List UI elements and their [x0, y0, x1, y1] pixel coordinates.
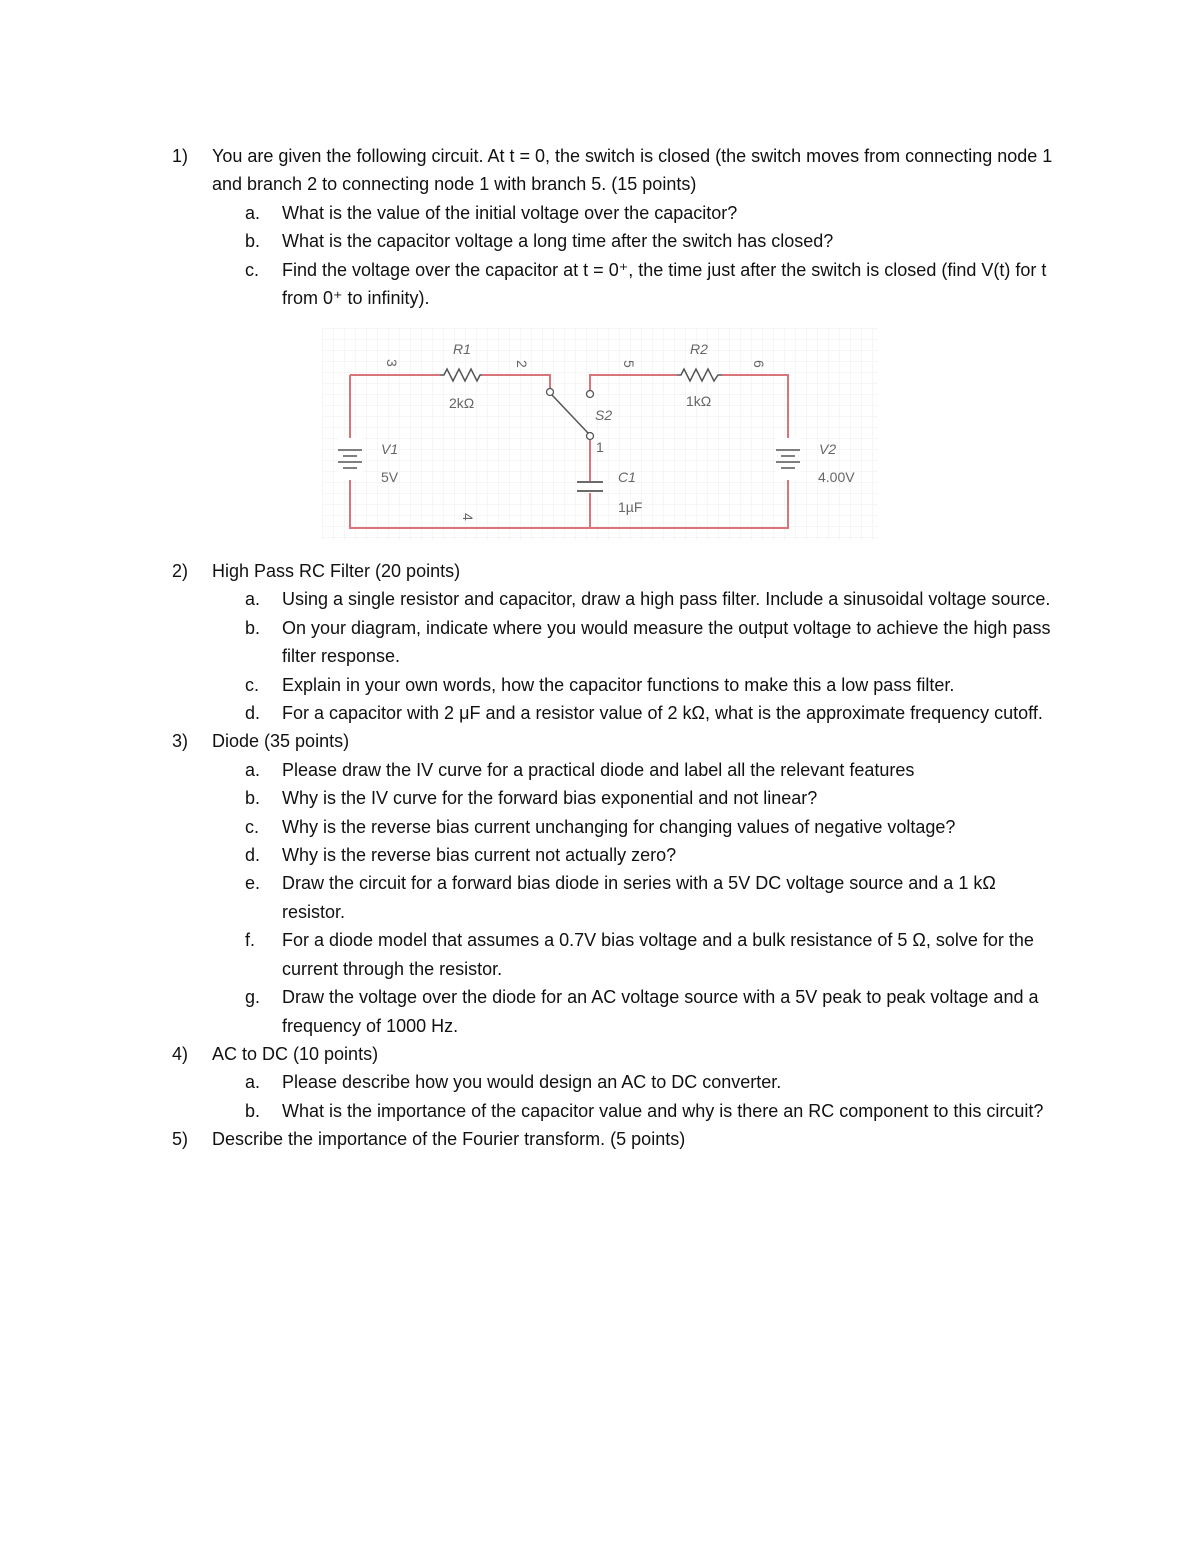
sub-text: Using a single resistor and capacitor, draw a high pass filter. Include a sinusoidal voltage source. — [282, 589, 1051, 610]
sub-letter: d. — [245, 703, 261, 724]
sub-question-3d — [245, 841, 1062, 869]
sub-question-4a — [245, 1068, 1062, 1096]
v2-value-label: 4.00V — [818, 469, 855, 485]
sub-text: Draw the circuit for a forward bias diode in series with a 5V DC voltage source and a 1 kΩ resistor. — [282, 873, 996, 922]
r1-value-label: 2kΩ — [449, 395, 475, 411]
question-number: 3) — [172, 731, 189, 752]
sub-question-2d — [245, 699, 1062, 727]
question-number: 2) — [172, 561, 189, 581]
question-number: 1) — [172, 146, 189, 166]
question-text: Diode (35 points) — [212, 731, 350, 752]
sub-letter: a. — [245, 202, 261, 223]
question-3 — [172, 727, 1062, 755]
question-text: High Pass RC Filter (20 points) — [212, 561, 461, 581]
sub-letter: a. — [245, 589, 261, 610]
circuit-diagram — [322, 328, 878, 540]
sub-question-1c — [245, 256, 1062, 313]
sub-question-3a — [245, 756, 1062, 784]
sub-letter: b. — [245, 617, 261, 638]
capacitor-c1-icon — [576, 481, 604, 493]
sub-letter: d. — [245, 845, 261, 866]
battery-v2-icon — [776, 438, 800, 480]
c1-name-label: C1 — [618, 469, 636, 485]
sub-letter: c. — [245, 259, 260, 280]
grid-background — [322, 328, 878, 540]
sub-text: What is the importance of the capacitor value and why is there an RC component to this circuit? — [282, 1100, 1044, 1121]
sub-letter: a. — [245, 1072, 261, 1093]
battery-v1-icon — [338, 438, 362, 480]
sub-letter: c. — [245, 816, 260, 837]
sub-question-3e — [245, 869, 1062, 926]
node-5-label: 5 — [621, 360, 637, 368]
sub-text: Why is the IV curve for the forward bias exponential and not linear? — [282, 788, 818, 809]
node-3-label: 3 — [384, 359, 400, 367]
c1-value-label: 1µF — [618, 499, 643, 515]
node-4-label: 4 — [460, 513, 476, 521]
v1-name-label: V1 — [381, 441, 399, 457]
node-2-label: 2 — [514, 360, 530, 368]
sub-text: Why is the reverse bias current not actually zero? — [282, 845, 677, 866]
sub-letter: f. — [245, 930, 256, 951]
sub-question-1a — [245, 199, 1062, 227]
sub-text: What is the value of the initial voltage over the capacitor? — [282, 202, 738, 223]
sub-letter: c. — [245, 674, 260, 695]
sub-question-2c — [245, 671, 1062, 699]
sub-letter: g. — [245, 987, 261, 1008]
question-text: You are given the following circuit. At t = 0, the switch is closed (the switch moves from connecting node 1 and branch 2 to connecting node 1 with branch 5. (15 points) — [212, 146, 1053, 195]
sub-letter: b. — [245, 788, 261, 809]
sub-letter: b. — [245, 1100, 261, 1121]
question-text: AC to DC (10 points) — [212, 1043, 379, 1064]
r2-name-label: R2 — [690, 341, 708, 357]
sub-letter: b. — [245, 231, 261, 252]
sub-question-3c — [245, 813, 1062, 841]
v1-value-label: 5V — [381, 469, 399, 485]
sub-text: Please draw the IV curve for a practical diode and label all the relevant features — [282, 759, 915, 780]
sub-question-1b — [245, 227, 1062, 255]
sub-text: For a diode model that assumes a 0.7V bias voltage and a bulk resistance of 5 Ω, solve for the current through the resistor. — [282, 930, 1034, 979]
v2-name-label: V2 — [819, 441, 837, 457]
sub-text: On your diagram, indicate where you would measure the output voltage to achieve the high pass filter response. — [282, 617, 1051, 667]
sub-letter: e. — [245, 873, 261, 894]
sub-question-3g — [245, 983, 1062, 1040]
sub-text: Why is the reverse bias current unchanging for changing values of negative voltage? — [282, 816, 956, 837]
sub-text: Draw the voltage over the diode for an AC voltage source with a 5V peak to peak voltage and a frequency of 1000 Hz. — [282, 987, 1039, 1036]
node-6-label: 6 — [751, 360, 767, 368]
question-5 — [172, 1125, 1062, 1153]
sub-question-2a — [245, 585, 1062, 613]
sub-text: Find the voltage over the capacitor at t = 0⁺, the time just after the switch is closed (find V(t) for t from 0⁺ to infinity). — [282, 259, 1047, 309]
question-number: 4) — [172, 1043, 189, 1064]
sub-text: Explain in your own words, how the capacitor functions to make this a low pass filter. — [282, 674, 955, 695]
sub-letter: a. — [245, 759, 261, 780]
sub-text: What is the capacitor voltage a long time after the switch has closed? — [282, 231, 834, 252]
sub-text: For a capacitor with 2 μF and a resistor value of 2 kΩ, what is the approximate frequency cutoff. — [282, 703, 1043, 724]
r1-name-label: R1 — [453, 341, 471, 357]
sub-question-4b — [245, 1097, 1062, 1125]
question-number: 5) — [172, 1129, 189, 1150]
r2-value-label: 1kΩ — [686, 393, 712, 409]
sub-question-2b — [245, 614, 1062, 671]
s2-name-label: S2 — [595, 407, 613, 423]
question-text: Describe the importance of the Fourier transform. (5 points) — [212, 1129, 686, 1150]
sub-question-3b — [245, 784, 1062, 812]
node-1-label: 1 — [596, 439, 604, 455]
question-2 — [172, 557, 1062, 1154]
sub-question-3f — [245, 926, 1062, 983]
question-4 — [172, 1040, 1062, 1068]
question-1 — [172, 142, 1062, 312]
sub-text: Please describe how you would design an AC to DC converter. — [282, 1072, 782, 1093]
